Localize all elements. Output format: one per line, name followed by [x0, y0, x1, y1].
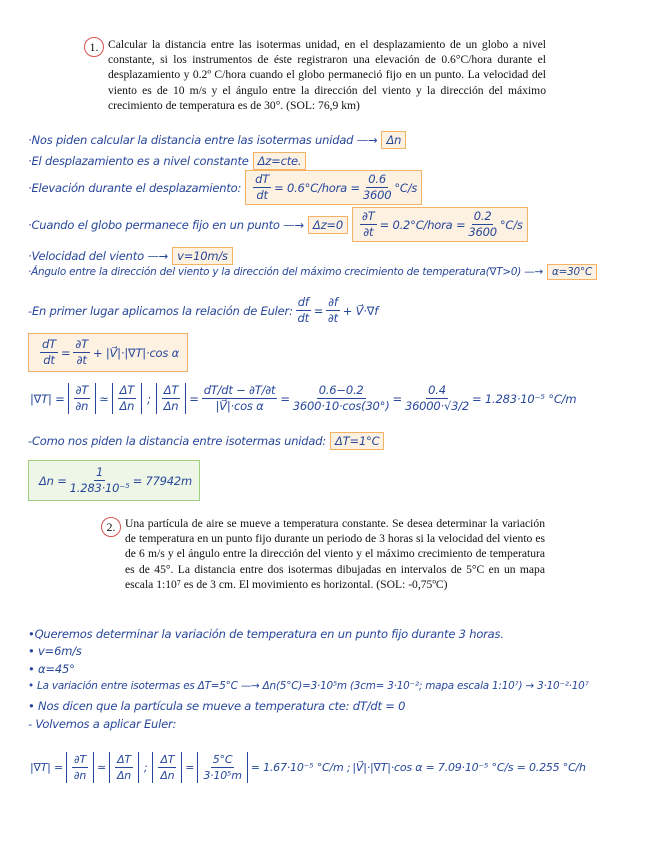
note-line — [28, 207, 528, 242]
highlight-box: Δz=0 — [308, 216, 348, 234]
result-box: Δn = $\frac{1}{\text{1.283·10⁻⁵}}$ = 77942m — [28, 460, 200, 501]
note-line: • α=45° — [28, 662, 75, 676]
problem-statement: Calcular la distancia entre las isotermas unidad, en el desplazamiento de un globo a nivel constante, si los instrumentos de éste registraron una elevación de 0.6°C/hora durante el desplazamiento y 0.2º C/hora cuando el globo permaneció fijo en un punto. La velocidad del viento es de 10 m/s y el ángulo entre la dirección del viento y la dirección del máximo crecimiento de temperatura es de 30°. (SOL: 76,9 km) — [108, 38, 546, 112]
problem-number: 1. — [84, 37, 104, 57]
highlight-box: α=30°C — [547, 264, 597, 280]
note-text: ·Elevación durante el desplazamiento: — [28, 180, 242, 195]
highlight-box: v=10m/s — [172, 247, 233, 265]
note-line — [28, 247, 233, 265]
problem-number: 2. — [101, 517, 121, 537]
highlight-box: Δn — [381, 131, 406, 149]
note-text: ·Velocidad del viento —→ — [28, 249, 169, 263]
note-line: • Nos dicen que la partícula se mueve a temperatura cte: dT/dt = 0 — [28, 699, 406, 713]
highlight-box: Δz=cte. — [253, 152, 307, 170]
note-line: • La variación entre isotermas es ΔT=5°C —→ Δn(5°C)=3·10⁵m (3cm= 3·10⁻²; mapa escala 1:10⁷) → 3·10⁻²·10⁷ — [28, 680, 589, 692]
note-line — [28, 131, 406, 149]
note-line: - Volvemos a aplicar Euler: — [28, 717, 177, 731]
highlight-box: $\frac{dT}{dt}$ = 0.6°C/hora = $\frac{0.6}{3600}$ °C/s — [245, 170, 422, 205]
note-line: •Queremos determinar la variación de temperatura en un punto fijo durante 3 horas. — [28, 627, 504, 641]
note-text: -En primer lugar aplicamos la relación de Euler: — [28, 303, 293, 318]
note-text: ·El desplazamiento es a nivel constante — [28, 154, 249, 168]
gradient-equation: |∇T| = $\frac{\partial T}{\partial n}$ ≃ $\frac{\Delta T}{\Delta n}$ ; $\frac{\Delta T}{\Delta n}$ = $\frac{dT/dt - \partial T/\partial t}{\text{|V⃗|·cos α}}$ = $\frac{0.6-0.2}{3600\cdot 10\cdot\cos(30^\circ)}$ = $\frac{0.4}{36000\cdot√3/2}$ = 1.283·10⁻⁵ °C/m — [30, 383, 577, 413]
gradient-equation: |∇T| = $\frac{\partial T}{\partial n}$ ≃ $\frac{\Delta T}{\Delta n}$ ; $\frac{\Delta T}{\Delta n}$ = $\frac{5^\circ C}{\text{3·10⁵m}}$ = 1.67·10⁻⁵ °C/m ; |V⃗|·|∇T|·cos α = 7.09·10⁻⁵ °C/s = 0.255 °C/h — [30, 753, 586, 782]
note-text: -Como nos piden la distancia entre isotermas unidad: — [28, 434, 327, 448]
highlight-box: $\frac{\partial T}{\partial t}$ = 0.2°C/hora = $\frac{0.2}{3600}$ °C/s — [352, 207, 528, 242]
note-text: ·Cuando el globo permanece fijo en un punto —→ — [28, 217, 304, 232]
note-line — [28, 264, 597, 280]
highlight-box: ΔT=1°C — [330, 432, 384, 450]
euler-equation-box: $\frac{dT}{dt}$ = $\frac{\partial T}{\partial t}$ + |V⃗|·|∇T|·cos α — [28, 333, 188, 372]
note-text: ·Nos piden calcular la distancia entre las isotermas unidad —→ — [28, 133, 378, 147]
note-line: • v=6m/s — [28, 644, 82, 658]
note-line — [28, 170, 422, 205]
problem-statement: Una partícula de aire se mueve a temperatura constante. Se desea determinar la variación de temperatura en un punto fijo durante un periodo de 3 horas si la velocidad del viento es de 6 m/s y el ángulo entre la dirección del viento y el máximo crecimiento de temperatura es de 45°. La distancia entre dos isotermas dibujadas en intervalos de 5°C en un mapa escala 1:10⁷ es de 3 cm. El movimiento es horizontal. (SOL: -0,75ºC) — [125, 517, 545, 591]
note-text: ·Ángulo entre la dirección del viento y la dirección del máximo crecimiento de temperatura(∇T>0) —→ — [28, 266, 543, 278]
note-line: -En primer lugar aplicamos la relación de Euler: $\frac{df}{dt}$ = $\frac{\partial f}{\partial t}$ + V⃗·∇f — [28, 295, 379, 325]
note-line — [28, 152, 306, 170]
note-line — [28, 432, 384, 450]
